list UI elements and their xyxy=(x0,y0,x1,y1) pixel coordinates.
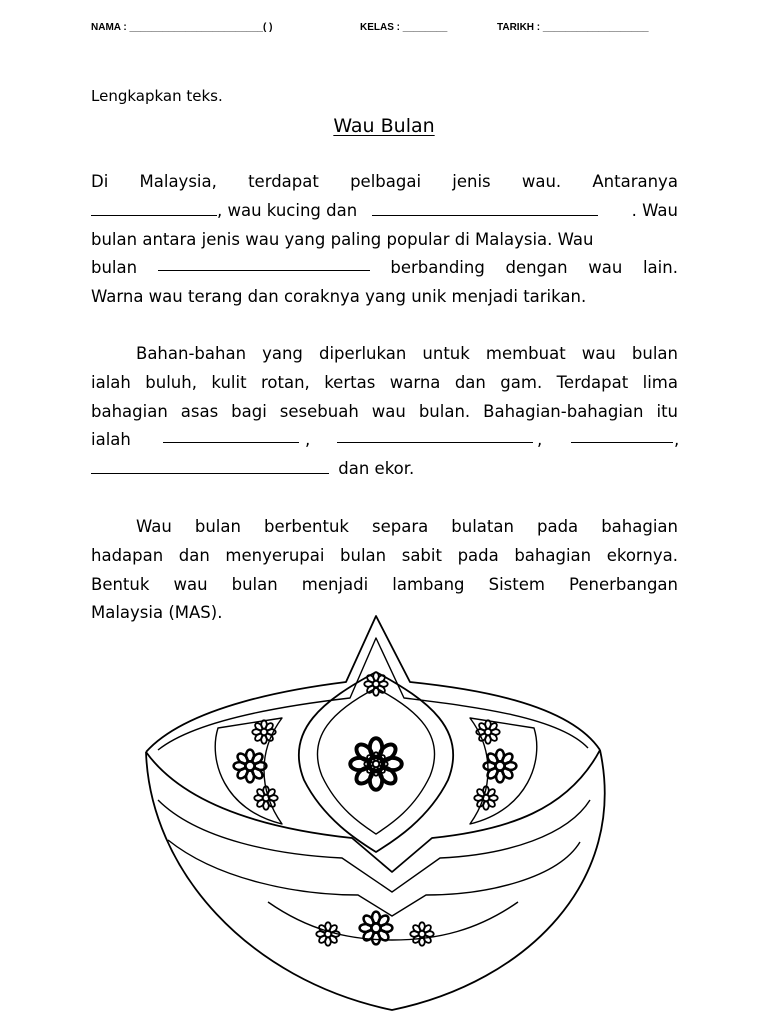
instruction: Lengkapkan teks. xyxy=(91,87,223,105)
p3-line-4: Malaysia (MAS). xyxy=(91,603,223,623)
blank-6[interactable] xyxy=(571,426,673,443)
p1-line-4: bulan berbanding dengan wau lain. xyxy=(91,254,678,283)
blank-2[interactable] xyxy=(372,199,598,216)
paragraph-1 xyxy=(91,168,678,312)
p2-line-1: Bahan-bahan yang diperlukan untuk membuat wau bulan xyxy=(136,344,678,363)
nama-field[interactable]: NAMA : ________________________( ) xyxy=(91,22,273,33)
student-info-header xyxy=(0,22,768,42)
p1-line-3: bulan antara jenis wau yang paling popular di Malaysia. Wau xyxy=(91,229,594,249)
wau-bulan-drawing xyxy=(128,610,656,1022)
p2-line-4: ialah , , , xyxy=(91,426,678,455)
p1-line-2: , wau kucing dan . Wau xyxy=(91,197,678,226)
blank-1[interactable] xyxy=(91,199,217,216)
blank-7[interactable] xyxy=(91,457,329,474)
p3-line-3: Bentuk wau bulan menjadi lambang Sistem Penerbangan xyxy=(91,574,678,594)
p2-line-3: bahagian asas bagi sesebuah wau bulan. Bahagian-bahagian itu xyxy=(91,401,678,421)
p2-line-5: dan ekor. xyxy=(91,455,678,484)
p3-line-2: hadapan dan menyerupai bulan sabit pada bahagian ekornya. xyxy=(91,545,678,565)
worksheet-title: Wau Bulan xyxy=(333,115,435,137)
tarikh-field[interactable]: TARIKH : ___________________ xyxy=(497,22,649,33)
blank-3[interactable] xyxy=(158,254,370,271)
wau-center-lobe xyxy=(299,672,453,852)
paragraph-2 xyxy=(91,340,678,484)
blank-5[interactable] xyxy=(337,426,533,443)
p2-line-2: ialah buluh, kulit rotan, kertas warna dan gam. Terdapat lima xyxy=(91,372,678,392)
p1-line-1: Di Malaysia, terdapat pelbagai jenis wau. Antaranya xyxy=(91,172,678,191)
kelas-field[interactable]: KELAS : ________ xyxy=(360,22,448,33)
p1-line-5: Warna wau terang dan coraknya yang unik menjadi tarikan. xyxy=(91,287,587,307)
blank-4[interactable] xyxy=(163,426,299,443)
p3-line-1: Wau bulan berbentuk separa bulatan pada bahagian xyxy=(136,517,678,536)
